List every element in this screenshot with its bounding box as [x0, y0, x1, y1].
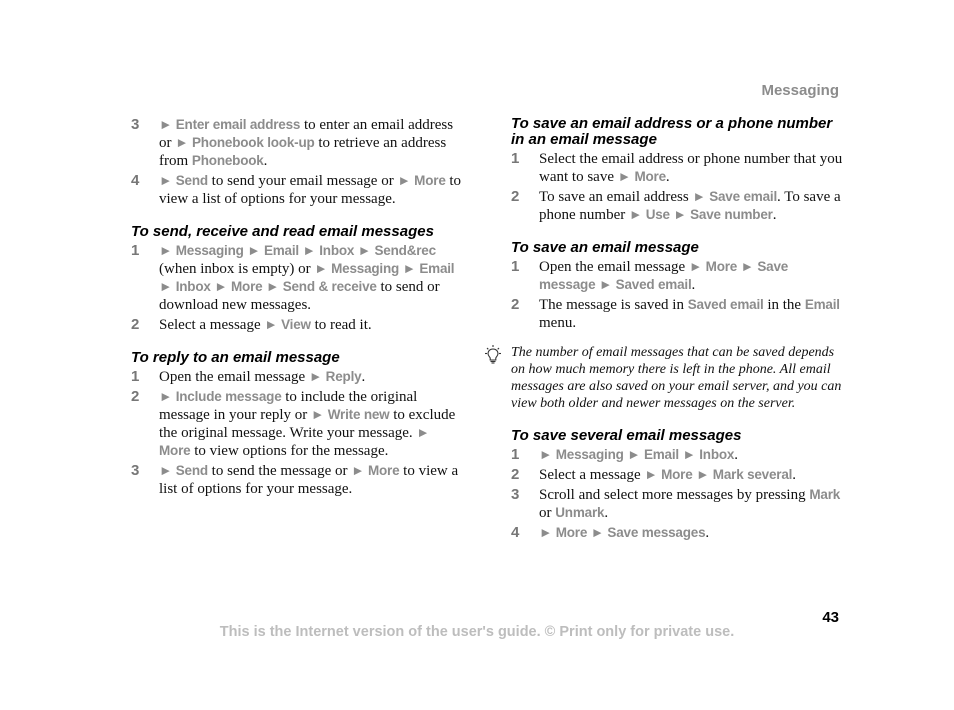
menu-path: Unmark — [555, 505, 605, 520]
step-number: 2 — [511, 466, 520, 483]
step-item — [511, 296, 843, 332]
section-heading: To save an email message — [511, 239, 699, 256]
menu-path: ► Write new — [311, 407, 390, 422]
step-text: to include the original message in your reply or — [159, 389, 418, 423]
step-text: to view a list of options for your message. — [159, 463, 459, 497]
section-heading: To reply to an email message — [131, 349, 340, 366]
step-item — [131, 316, 463, 334]
step-list — [511, 150, 843, 224]
step-text: or — [539, 505, 556, 521]
lightbulb-icon — [482, 344, 504, 366]
step-number: 3 — [511, 486, 520, 503]
step-item — [511, 188, 843, 224]
footer-notice: This is the Internet version of the user's guide. © Print only for private use. — [219, 624, 735, 640]
page-number: 43 — [822, 609, 839, 626]
tip-text: The number of email messages that can be saved depends on how much memory there is left in the phone. All email messages are also saved on your email server, and you can view both older and newer messages on the server. — [511, 345, 842, 411]
menu-path: ► View — [264, 317, 311, 332]
step-list — [131, 242, 463, 334]
menu-path: ► Include message — [159, 389, 282, 404]
menu-path: ► Reply — [308, 369, 362, 384]
menu-path: Phonebook — [191, 153, 264, 168]
step-item — [131, 368, 463, 386]
tip-note — [511, 344, 843, 412]
step-list — [511, 258, 843, 332]
step-text: to view options for the message. — [190, 443, 389, 459]
step-item — [511, 258, 843, 294]
step-number: 3 — [131, 116, 140, 133]
step-text: to send the message or — [207, 463, 352, 479]
step-number: 1 — [511, 150, 520, 167]
step-text: . To save a phone number — [539, 189, 841, 223]
step-text: . — [263, 153, 268, 169]
step-text: Open the email message — [539, 259, 689, 275]
step-text: . — [604, 505, 609, 521]
step-number: 1 — [511, 258, 520, 275]
step-text: . — [361, 369, 366, 385]
step-list — [511, 446, 843, 542]
step-number: 2 — [511, 296, 520, 313]
menu-path: ► More — [397, 173, 446, 188]
step-text: Open the email message — [159, 369, 309, 385]
step-item — [131, 388, 463, 460]
step-text: . — [665, 169, 670, 185]
menu-path: ► More ► Mark several — [644, 467, 793, 482]
menu-path: ► More ► Save message ► Saved email — [539, 259, 789, 292]
step-text: (when inbox is empty) or — [159, 261, 315, 277]
menu-path: ► Messaging ► Email ► Inbox ► More ► Send & receive — [159, 261, 455, 294]
step-text: to retrieve an address from — [159, 135, 447, 169]
step-number: 2 — [511, 188, 520, 205]
step-text: . — [772, 207, 777, 223]
step-text: menu. — [539, 315, 577, 331]
step-item — [511, 486, 843, 522]
step-list — [131, 368, 463, 498]
step-number: 4 — [131, 172, 140, 189]
step-text: Select a message — [159, 317, 265, 333]
left-column — [131, 116, 463, 500]
step-number: 3 — [131, 462, 140, 479]
step-text: to send your email message or — [207, 173, 398, 189]
step-number: 2 — [131, 316, 140, 333]
step-text: to enter an email address or — [159, 117, 454, 151]
section-title: Messaging — [761, 82, 839, 99]
menu-path: ► Send — [159, 463, 208, 478]
menu-path: ► More — [351, 463, 400, 478]
menu-path: ► Send — [159, 173, 208, 188]
step-item — [131, 172, 463, 208]
step-number: 4 — [511, 524, 520, 541]
menu-path: ► More — [159, 425, 430, 458]
step-text: to send or download new messages. — [159, 279, 440, 313]
menu-path: ► Phonebook look-up — [175, 135, 315, 150]
step-item — [131, 462, 463, 498]
menu-path: Mark — [809, 487, 841, 502]
step-text: To save an email address — [539, 189, 693, 205]
step-text: The message is saved in — [539, 297, 688, 313]
section-heading: To save several email messages — [511, 427, 742, 444]
step-number: 1 — [511, 446, 520, 463]
section-heading: To send, receive and read email messages — [131, 223, 434, 240]
menu-path: ► Save email — [692, 189, 777, 204]
menu-path: ► Use ► Save number — [628, 207, 773, 222]
step-text: Scroll and select more messages by pressing — [539, 487, 810, 503]
step-text: . — [691, 277, 696, 293]
step-number: 2 — [131, 388, 140, 405]
step-text: . — [734, 447, 738, 463]
menu-path: ► More — [617, 169, 666, 184]
step-text: to view a list of options for your message. — [159, 173, 462, 207]
step-number: 1 — [131, 242, 140, 259]
step-text: . — [705, 525, 710, 541]
step-text: in the — [763, 297, 805, 313]
menu-path: ► Enter email address — [159, 117, 301, 132]
menu-path: ► Messaging ► Email ► Inbox ► Send&rec — [159, 243, 436, 258]
step-text: Select a message — [539, 467, 645, 483]
menu-path: ► Messaging ► Email ► Inbox — [539, 447, 735, 462]
step-item — [511, 524, 843, 542]
step-text: to read it. — [310, 317, 372, 333]
step-item — [131, 242, 463, 314]
step-item — [511, 446, 843, 464]
step-item — [511, 466, 843, 484]
step-item — [511, 150, 843, 186]
menu-path: Email — [804, 297, 840, 312]
menu-path: Saved email — [687, 297, 764, 312]
menu-path: ► More ► Save messages — [539, 525, 706, 540]
step-list — [131, 116, 463, 208]
step-item — [131, 116, 463, 170]
section-heading: To save an email address or a phone number in an email message — [511, 115, 833, 148]
step-text: to exclude the original message. Write your message. — [159, 407, 456, 441]
step-text: . — [792, 467, 796, 483]
step-text: Select the email address or phone number that you want to save — [539, 151, 843, 185]
right-column — [511, 116, 843, 544]
step-number: 1 — [131, 368, 140, 385]
